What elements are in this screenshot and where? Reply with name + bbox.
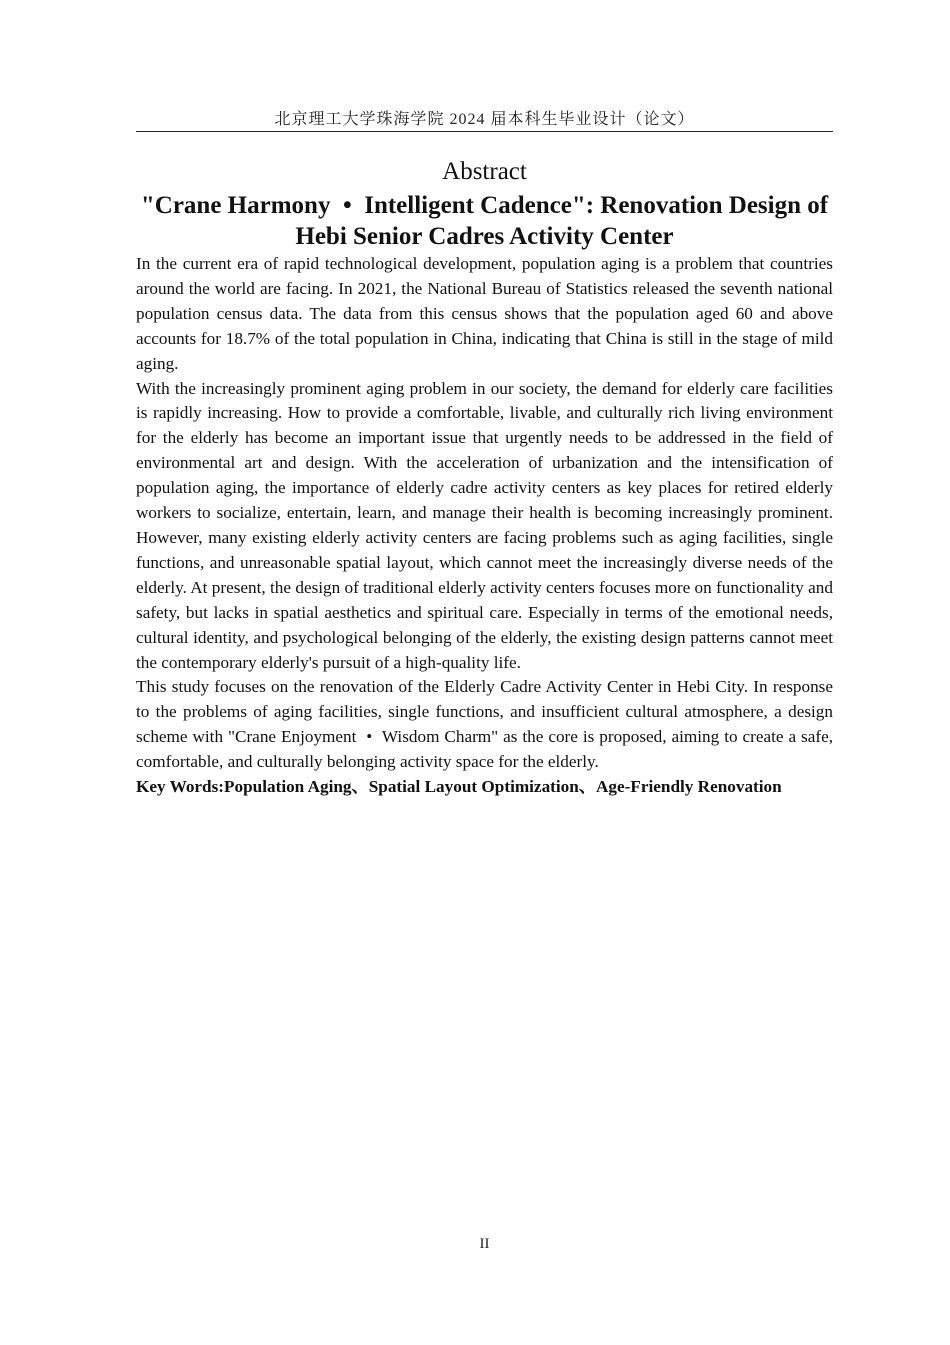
abstract-paragraph-2: With the increasingly prominent aging problem in our society, the demand for elderly care facilities is rapidly increasing. How to provide a comfortable, livable, and culturally rich living environment for the elderly has become an important issue that urgently needs to be addressed in the field of environmental art and design. With the acceleration of urbanization and the intensification of population aging, the importance of elderly cadre activity centers as key places for retired elderly workers to socialize, entertain, learn, and manage their health is becoming increasingly prominent. However, many existing elderly activity centers are facing problems such as aging facilities, single functions, and unreasonable spatial layout, which cannot meet the increasingly diverse needs of the elderly. At present, the design of traditional elderly activity centers focuses more on functionality and safety, but lacks in spatial aesthetics and spiritual care. Especially in terms of the emotional needs, cultural identity, and psychological belonging of the elderly, the existing design patterns cannot meet the contemporary elderly's pursuit of a high-quality life. [136,378,833,672]
keywords [136,775,833,800]
running-header: 北京理工大学珠海学院 2024 届本科生毕业设计（论文） [274,111,695,128]
keywords-label: Key Words: [136,777,225,797]
page-number: II [479,1236,490,1252]
abstract-body [136,252,833,800]
abstract-heading: Abstract [442,158,527,185]
thesis-title: "Crane Harmony • Intelligent Cadence": Renovation Design of Hebi Senior Cadres Activity Center [140,192,829,250]
abstract-paragraph-1: In the current era of rapid technological development, population aging is a problem that countries around the world are facing. In 2021, the National Bureau of Statistics released the seventh national population census data. The data from this census shows that the population aged 60 and above accounts for 18.7% of the total population in China, indicating that China is still in the stage of mild aging. [136,254,833,373]
abstract-paragraph-3: This study focuses on the renovation of the Elderly Cadre Activity Center in Hebi City. In response to the problems of aging facilities, single functions, and insufficient cultural atmosphere, a design scheme with "Crane Enjoyment • Wisdom Charm" as the core is proposed, aiming to create a safe, comfortable, and culturally belonging activity space for the elderly. [136,677,833,772]
header-rule [136,131,833,132]
keywords-items: Population Aging、Spatial Layout Optimization、Age-Friendly Renovation [224,777,782,797]
